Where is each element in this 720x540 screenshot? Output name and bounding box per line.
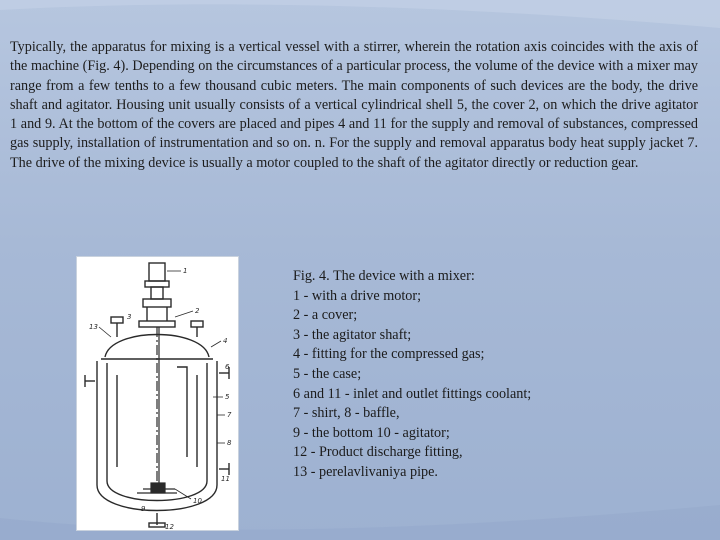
drawing-label-5: 5 [225, 393, 230, 401]
drawing-label-9: 9 [141, 505, 146, 513]
drawing-label-7: 7 [227, 411, 232, 419]
drawing-label-8: 8 [227, 439, 232, 447]
drawing-label-3: 3 [127, 313, 132, 321]
caption-title: Fig. 4. The device with a mixer: [293, 268, 475, 284]
drawing-label-6: 6 [225, 363, 230, 371]
mixer-diagram [77, 257, 238, 530]
agitator-shaft [137, 327, 177, 493]
mixer-device-figure [76, 256, 239, 531]
motor-shape [149, 263, 165, 281]
legend-item: 12 - Product discharge fitting, [293, 444, 463, 461]
legend-item: 1 - with a drive motor; [293, 287, 422, 304]
legend-item: 2 - a cover; [293, 307, 358, 324]
drawing-label-1: 1 [183, 267, 188, 275]
legend-item: 5 - the case; [293, 365, 362, 382]
legend-item: 9 - the bottom 10 - agitator; [293, 424, 450, 441]
drawing-label-10: 10 [193, 497, 202, 505]
legend-item: 6 and 11 - inlet and outlet fittings coolant; [293, 385, 532, 402]
drawing-label-13: 13 [89, 323, 98, 331]
legend-item: 4 - fitting for the compressed gas; [293, 346, 485, 363]
drawing-label-4: 4 [223, 337, 228, 345]
drawing-label-2: 2 [195, 307, 200, 315]
drawing-label-11: 11 [221, 475, 230, 483]
legend-item: 3 - the agitator shaft; [293, 326, 412, 343]
legend-item: 7 - shirt, 8 - baffle, [293, 405, 400, 422]
legend-item: 13 - perelavlivaniya pipe. [293, 463, 438, 480]
figure-caption [293, 267, 623, 483]
body-paragraph: Typically, the apparatus for mixing is a vertical vessel with a stirrer, wherein the rotation axis coincides with the axis of the machine (Fig. 4). Depending on the circumstances of a particular process, the volume of the device with a mixer may range from a few tenths to a few thousand cubic meters. The main components of such devices are the body, the drive shaft and agitator. Housing unit usually consists of a vertical cylindrical shell 5, the cover 2, on which the drive agitator 1 and 9. At the bottom of the covers are placed and pipes 4 and 11 for the supply and removal of substances, compressed gas supply, installation of instrumentation and so on. n. For the supply and removal apparatus body heat supply jacket 7. The drive of the mixing device is usually a motor coupled to the shaft of the agitator directly or reduction gear. [10, 39, 698, 171]
drawing-label-12: 12 [165, 523, 174, 530]
